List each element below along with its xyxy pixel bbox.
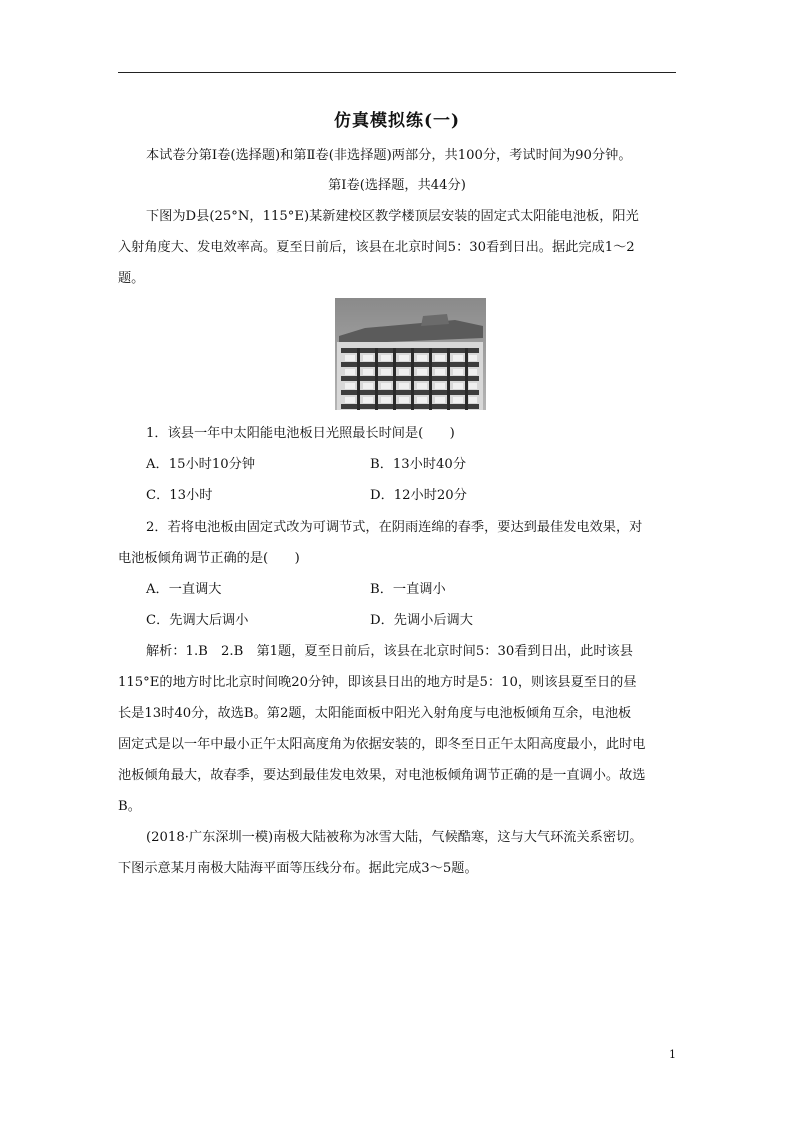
page-title: 仿真模拟练(一) <box>333 111 461 131</box>
question1-option-a: A．15小时10分钟 <box>146 457 256 472</box>
solar-panel-building-photo <box>335 298 486 410</box>
question1-stem: 1．该县一年中太阳能电池板日光照最长时间是( ) <box>146 426 455 441</box>
question1-option-d: D．12小时20分 <box>370 488 467 503</box>
question2-stem-line2: 电池板倾角调节正确的是( ) <box>118 551 300 566</box>
passage1-line1: 下图为D县(25°N，115°E)某新建校区教学楼顶层安装的固定式太阳能电池板，阳光 <box>146 209 639 224</box>
analysis-line5: 池板倾角最大，故春季，要达到最佳发电效果，对电池板倾角调节正确的是一直调小。故选 <box>118 768 646 783</box>
question1-option-b: B．13小时40分 <box>370 457 467 472</box>
question1-option-c: C．13小时 <box>146 488 213 503</box>
passage2-line2: 下图示意某月南极大陆海平面等压线分布。据此完成3～5题。 <box>118 861 478 876</box>
question2-option-b: B．一直调小 <box>370 582 446 597</box>
analysis-line4: 固定式是以一年中最小正午太阳高度角为依据安装的，即冬至日正午太阳高度最小，此时电 <box>118 737 646 752</box>
analysis-line2: 115°E的地方时比北京时间晚20分钟，即该县日出的地方时是5：10，则该县夏至日的昼 <box>118 675 637 690</box>
passage2-line1: (2018·广东深圳一模)南极大陆被称为冰雪大陆，气候酷寒，这与大气环流关系密切。 <box>146 830 643 845</box>
passage1-line3: 题。 <box>118 271 145 286</box>
question2-stem-line1: 2．若将电池板由固定式改为可调节式，在阴雨连绵的春季，要达到最佳发电效果，对 <box>146 520 643 535</box>
analysis-line6: B。 <box>118 799 141 814</box>
exam-intro: 本试卷分第Ⅰ卷(选择题)和第Ⅱ卷(非选择题)两部分，共100分，考试时间为90分钟。 <box>146 148 632 163</box>
question2-option-c: C．先调大后调小 <box>146 613 249 628</box>
question2-option-d: D．先调小后调大 <box>370 613 473 628</box>
section-heading: 第Ⅰ卷(选择题，共44分) <box>328 178 466 193</box>
page-number: 1 <box>669 1048 676 1061</box>
header-rule <box>118 72 676 73</box>
question2-option-a: A．一直调大 <box>146 582 222 597</box>
analysis-line3: 长是13时40分，故选B。第2题，太阳能面板中阳光入射角度与电池板倾角互余，电池板 <box>118 706 632 721</box>
passage1-line2: 入射角度大、发电效率高。夏至日前后，该县在北京时间5：30看到日出。据此完成1～2 <box>118 240 635 255</box>
analysis-line1: 解析：1.B 2.B 第1题，夏至日前后，该县在北京时间5：30看到日出，此时该县 <box>146 644 633 659</box>
building-photo-graphic <box>335 298 486 410</box>
